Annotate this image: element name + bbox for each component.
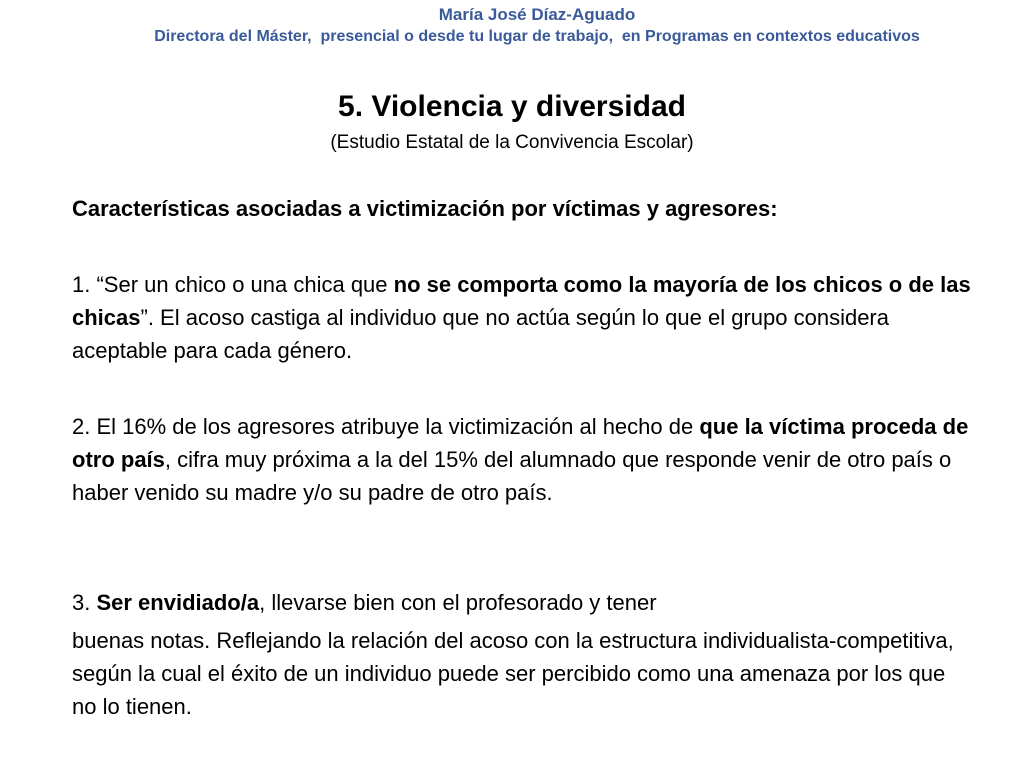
point-3-text-b: , llevarse bien con el profesorado y tener: [259, 590, 657, 615]
point-3: [72, 586, 972, 619]
point-2-text-a: 2. El 16% de los agresores atribuye la victimización al hecho de: [72, 414, 700, 439]
point-3-emphasis: Ser envidiado/a: [96, 590, 260, 615]
point-2-text-b: , cifra muy próxima a la del 15% del alumnado que responde venir de otro país o haber venido su madre y/o su padre de otro país.: [72, 447, 952, 505]
author-name: María José Díaz-Aguado: [438, 5, 636, 24]
point-1: [72, 268, 972, 367]
slide-subtitle: (Estudio Estatal de la Convivencia Escolar): [330, 132, 694, 153]
point-3-text-a: 3.: [72, 590, 97, 615]
point-1-text-a: 1. “Ser un chico o una chica que: [72, 272, 394, 297]
slide-title: 5. Violencia y diversidad: [338, 90, 686, 123]
author-role: Directora del Máster, presencial o desde tu lugar de trabajo, en Programas en contextos educativos: [154, 28, 920, 45]
point-3-continuation: buenas notas. Reflejando la relación del acoso con la estructura individualista-competitiva, según la cual el éxito de un individuo puede ser percibido como una amenaza por los que no lo tienen.: [72, 628, 954, 719]
point-1-emphasis: no se comporta como la mayoría de los chicos o de las chicas: [72, 272, 971, 330]
point-1-text-b: ”. El acoso castiga al individuo que no actúa según lo que el grupo considera aceptable para cada género.: [72, 305, 889, 363]
intro-heading: Características asociadas a victimización por víctimas y agresores:: [72, 196, 778, 221]
point-2: [72, 410, 972, 509]
point-2-emphasis: que la víctima proceda de otro país: [72, 414, 969, 472]
